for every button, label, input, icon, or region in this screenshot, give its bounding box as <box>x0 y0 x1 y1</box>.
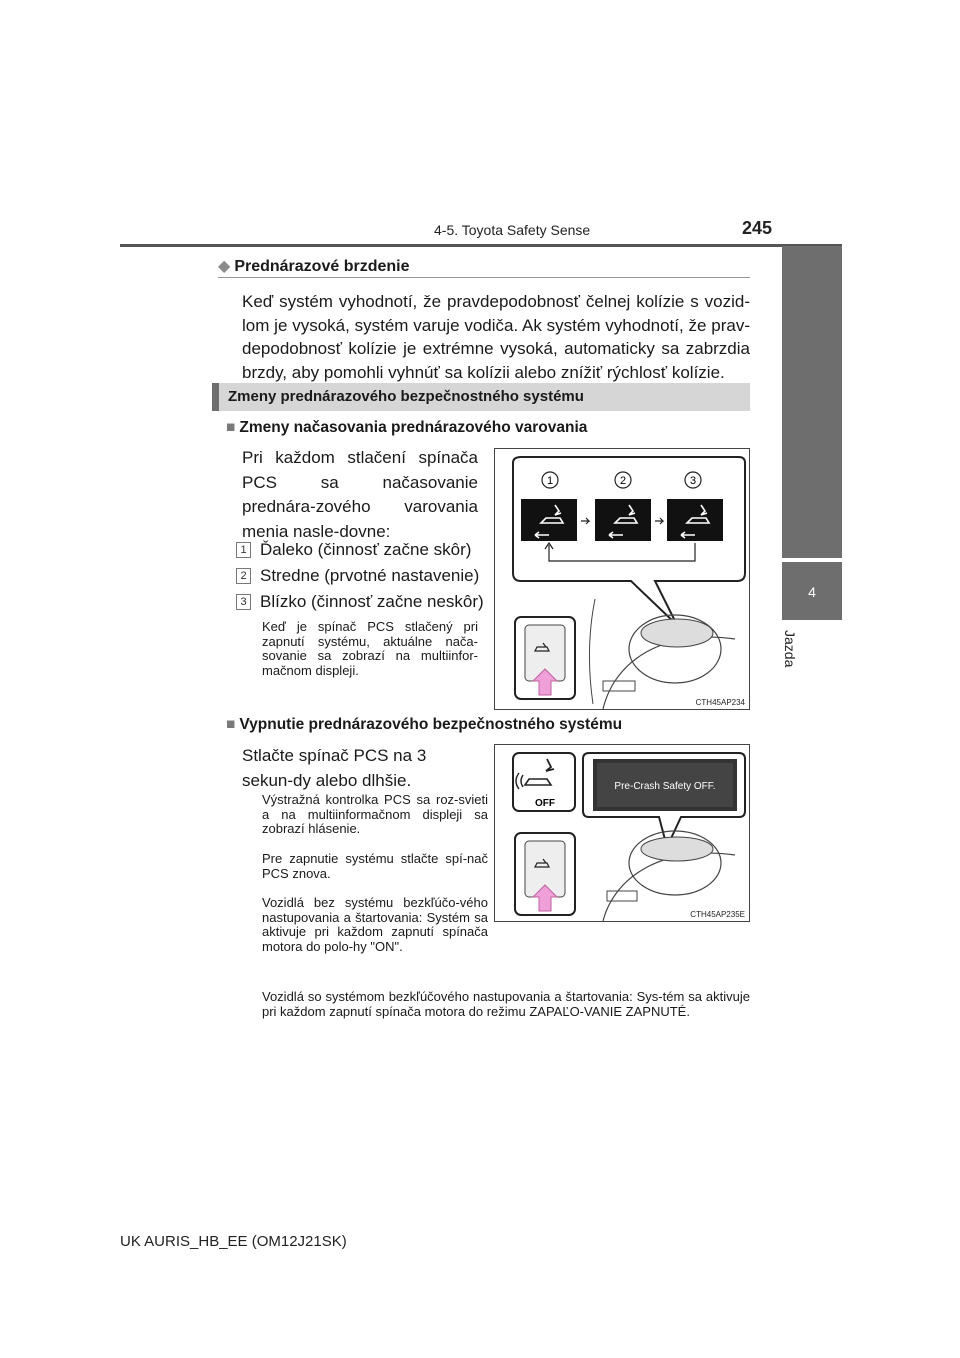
page-number: 245 <box>742 218 773 238</box>
figure-code: CTH45AP235E <box>690 910 745 919</box>
number-badge: 1 <box>236 542 251 558</box>
disable-note-1: Výstražná kontrolka PCS sa roz-svieti a na multiinformačnom displeji sa zobrazí hlásenie. <box>262 792 488 836</box>
figure-timing <box>494 448 750 710</box>
heading-text: Prednárazové brzdenie <box>234 258 410 275</box>
timing-item-text: Ďaleko (činnosť začne skôr) <box>260 540 472 559</box>
subheading-disable <box>226 716 622 734</box>
display-message: Pre-Crash Safety OFF. <box>614 781 716 792</box>
square-bullet-icon: ■ <box>226 716 236 733</box>
section-title: Zmeny prednárazového bezpečnostného systému <box>228 388 584 405</box>
figure-disable-drawing <box>495 745 751 923</box>
disable-note-3: Vozidlá bez systému bezkľúčo-vého nastupovania a štartovania: Systém sa aktivuje pri každom zapnutí spínača motora do polo-hy "ON". <box>262 895 488 954</box>
circle-label-1: 1 <box>546 475 554 487</box>
timing-note: Keď je spínač PCS stlačený pri zapnutí systému, aktuálne nača-sovanie sa zobrazí na multiinfor-mačnom displeji. <box>262 619 478 678</box>
precrash-brake-paragraph: Keď systém vyhodnotí, že pravdepodobnosť čelnej kolízie s vozid-lom je vysoká, systém varuje vodiča. Ak systém vyhodnotí, že prav-depodobnosť kolízie je extrémne vysoká, automaticky sa zabrzdia brzdy, aby pomohli vyhnúť sa kolízii alebo znížiť rýchlosť kolízie. <box>242 292 750 382</box>
footer-model-code: UK AURIS_HB_EE (OM12J21SK) <box>120 1233 347 1250</box>
timing-item-text: Blízko (činnosť začne neskôr) <box>260 592 484 611</box>
chapter-tab-bar <box>782 246 842 558</box>
disable-note-4: Vozidlá so systémom bezkľúčového nastupovania a štartovania: Sys-tém sa aktivuje pri každom zapnutí spínača motora do režimu ZAPAĽO-VANIE ZAPNUTÉ. <box>262 989 750 1019</box>
timing-item-3 <box>236 592 484 612</box>
off-label: OFF <box>535 798 555 809</box>
circle-label-2: 2 <box>619 475 627 487</box>
number-badge: 2 <box>236 568 251 584</box>
subheading-disable-text: Vypnutie prednárazového bezpečnostného systému <box>239 716 623 733</box>
number-badge: 3 <box>236 594 251 610</box>
chapter-tab-number: 4 <box>782 562 842 620</box>
timing-item-1 <box>236 540 471 560</box>
circle-label-3: 3 <box>689 475 697 487</box>
subheading-timing-text: Zmeny načasovania prednárazového varovania <box>239 419 588 436</box>
disable-intro: Stlačte spínač PCS na 3 sekun-dy alebo dlhšie. <box>242 746 427 790</box>
disable-note-2: Pre zapnutie systému stlačte spí-nač PCS znova. <box>262 851 488 881</box>
figure-disable <box>494 744 750 922</box>
subheading-timing <box>226 419 587 437</box>
timing-intro: Pri každom stlačení spínača PCS sa načasovanie prednára-zového varovania menia nasle-dovne: <box>242 448 478 541</box>
heading-rule <box>218 277 750 278</box>
timing-item-text: Stredne (prvotné nastavenie) <box>260 566 480 585</box>
running-header: 4-5. Toyota Safety Sense <box>434 222 591 238</box>
figure-timing-drawing <box>495 449 751 711</box>
figure-code: CTH45AP234 <box>695 698 745 707</box>
header-rule <box>120 244 842 247</box>
timing-item-2 <box>236 566 479 586</box>
diamond-icon: ◆ <box>218 258 231 275</box>
heading-precrash-brake <box>218 256 409 276</box>
chapter-tab-label: Jazda <box>782 630 798 668</box>
section-title-bar <box>212 383 750 411</box>
square-bullet-icon: ■ <box>226 419 236 436</box>
